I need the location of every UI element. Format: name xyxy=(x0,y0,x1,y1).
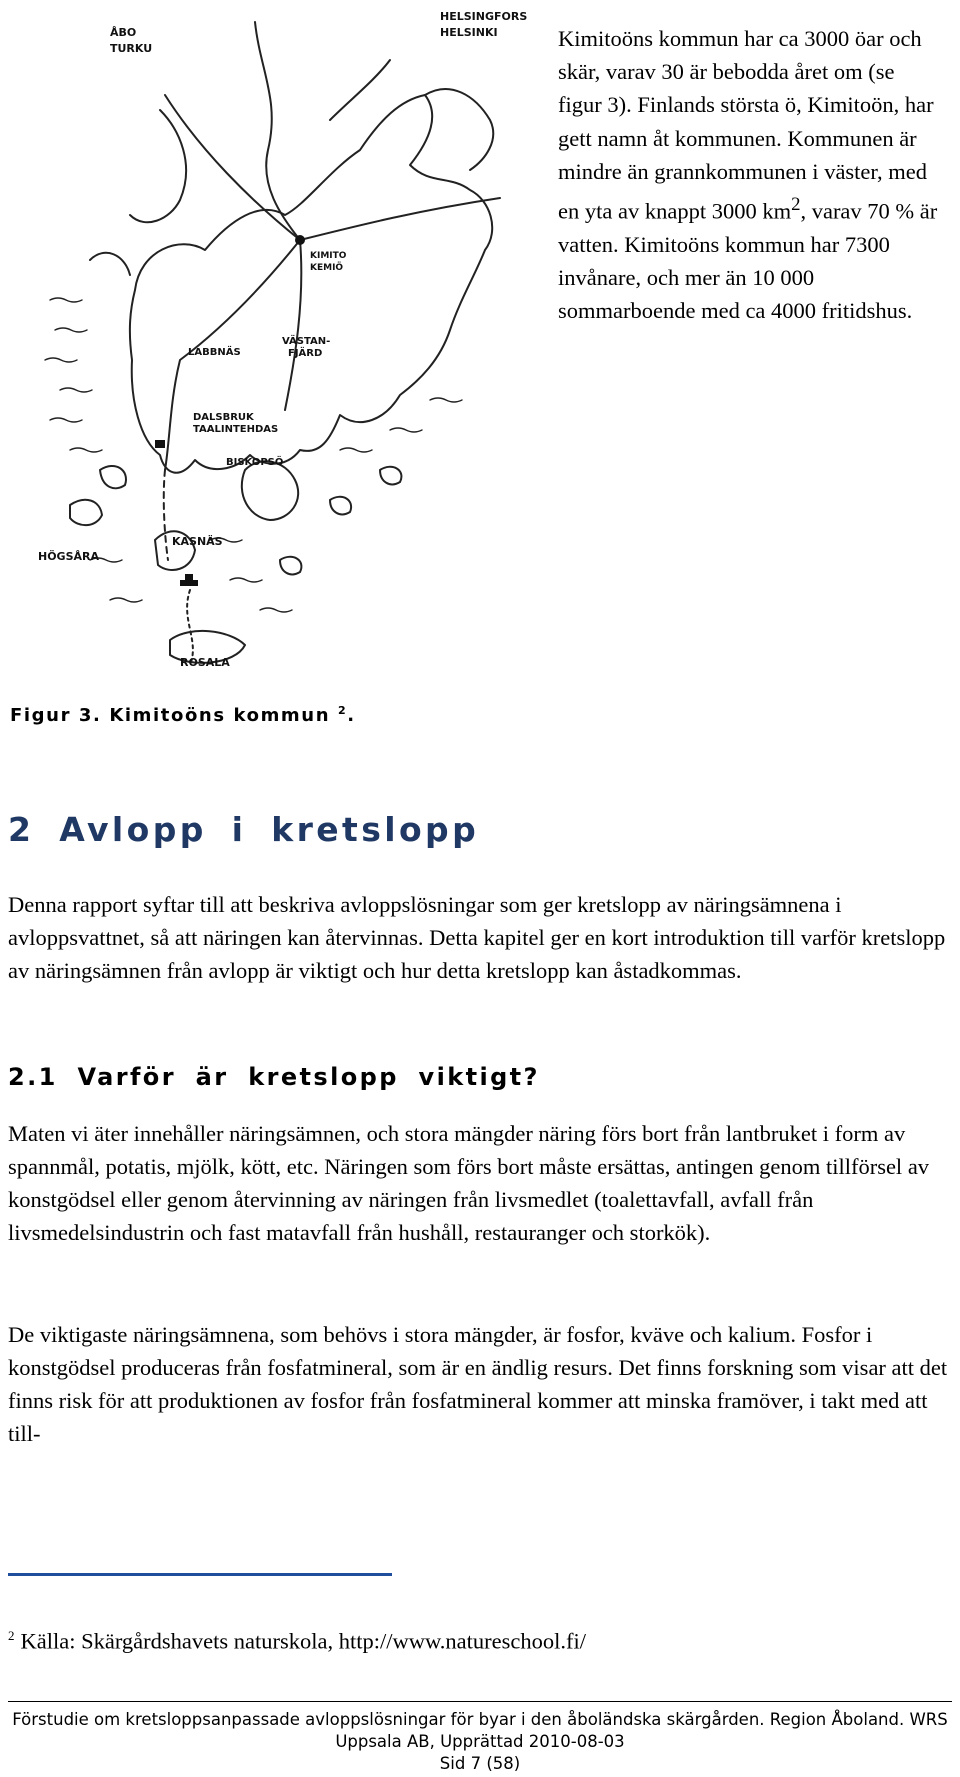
map-label-labbnas: LABBNÄS xyxy=(188,347,241,358)
ferry-route xyxy=(187,590,193,665)
map-label-helsingfors: HELSINGFORS xyxy=(440,10,528,23)
footer-title: Förstudie om kretsloppsanpassade avloppslösningar för byar i den åboländska skärgården. Region Åboland. WRS Uppsala AB, Upprättad 2010-08-03 xyxy=(12,1710,948,1751)
map-label-kemio: KEMIÖ xyxy=(310,263,344,273)
footnote-number: 2 xyxy=(8,1628,15,1643)
figure-caption xyxy=(10,704,356,726)
map-label-vastanfjard-1: VÄSTAN- xyxy=(282,336,331,347)
footnote-text: Källa: Skärgårdshavets naturskola, http://www.natureschool.fi/ xyxy=(20,1628,586,1654)
subsection-paragraph-1: Maten vi äter innehåller näringsämnen, och stora mängder näring förs bort från lantbruket i form av spannmål, potatis, mjölk, kött, etc. Näringen som förs bort måste ersättas, antingen genom tillförsel av konstgödsel eller genom återvinning av näringen från livsmedlet (toalettavfall, avfall från livsmedelsindustrin och fast matavfall från hushåll, restauranger och storkök). xyxy=(8,1121,930,1245)
ferry-icon xyxy=(180,574,198,586)
road-kemio-east xyxy=(300,198,500,240)
map-label-vastanfjard-2: FJÄRD xyxy=(288,348,323,359)
footnote-separator xyxy=(8,1573,392,1576)
map-label-hogsara: HÖGSÅRA xyxy=(38,550,100,563)
section-heading: 2 Avlopp i kretslopp xyxy=(8,810,480,849)
intro-text-b: , varav 70 % är vatten. Kimitoöns kommun har 7300 invånare, och mer än 10 000 sommarboende med ca 4000 fritidshus. xyxy=(558,198,938,324)
map-label-kasnas: KASNÄS xyxy=(172,535,223,548)
footnote xyxy=(8,1628,586,1655)
caption-end: . xyxy=(347,705,356,726)
map-label-rosala: ROSALA xyxy=(180,656,230,669)
road-vastanfjard xyxy=(285,240,301,410)
map-label-biskopso: BISKOPSÖ xyxy=(226,457,284,468)
caption-text: Figur 3. Kimitoöns kommun xyxy=(10,705,331,726)
intro-superscript: 2 xyxy=(791,194,801,216)
map-label-helsinki: HELSINKI xyxy=(440,26,498,39)
intro-text-a: Kimitoöns kommun har ca 3000 öar och skär, varav 30 är bebodda året om (se figur 3). Finlands största ö, Kimitoön, har gett namn åt kommunen. Kommunen är mindre än grannkommunen i väster, med en yta av knappt 3000 km xyxy=(558,26,934,224)
page-footer xyxy=(8,1709,952,1775)
kemio-town-marker xyxy=(295,235,305,245)
map-label-kimito: KIMITO xyxy=(310,251,347,261)
road-kasnas xyxy=(164,470,168,560)
subsection-paragraph-2: De viktigaste näringsämnena, som behövs i stora mängder, är fosfor, kväve och kalium. Fosfor i konstgödsel produceras från fosfatmineral, som är en ändlig resurs. Det finns forskning som visar att det finns risk för att produktionen av fosfor från fosfatmineral kommer att minska framöver, i takt med att till- xyxy=(8,1322,948,1446)
map-label-abo: ÅBO xyxy=(110,26,137,39)
map-label-dalsbruk: DALSBRUK xyxy=(193,412,254,423)
kimitoon-map xyxy=(30,0,530,690)
map-label-taalintehdas: TAALINTEHDAS xyxy=(193,424,279,435)
subsection-heading: 2.1 Varför är kretslopp viktigt? xyxy=(8,1063,540,1091)
intro-paragraph xyxy=(558,22,938,327)
map-label-turku: TURKU xyxy=(110,42,153,55)
page-number: Sid 7 (58) xyxy=(439,1754,521,1773)
footer-rule xyxy=(8,1701,952,1702)
biskopso-island xyxy=(242,461,298,520)
hogsara-island xyxy=(70,500,102,525)
section-paragraph: Denna rapport syftar till att beskriva avloppslösningar som ger kretslopp av näringsämnena i avloppsvattnet, så att näringen kan återvinnas. Detta kapitel ger en kort introduktion till varför kretslopp av näringsämnen från avlopp är viktigt och hur detta kretslopp kan åstadkommas. xyxy=(8,892,946,983)
dalsbruk-marker xyxy=(155,440,165,448)
caption-footnote-ref: 2 xyxy=(337,704,348,717)
